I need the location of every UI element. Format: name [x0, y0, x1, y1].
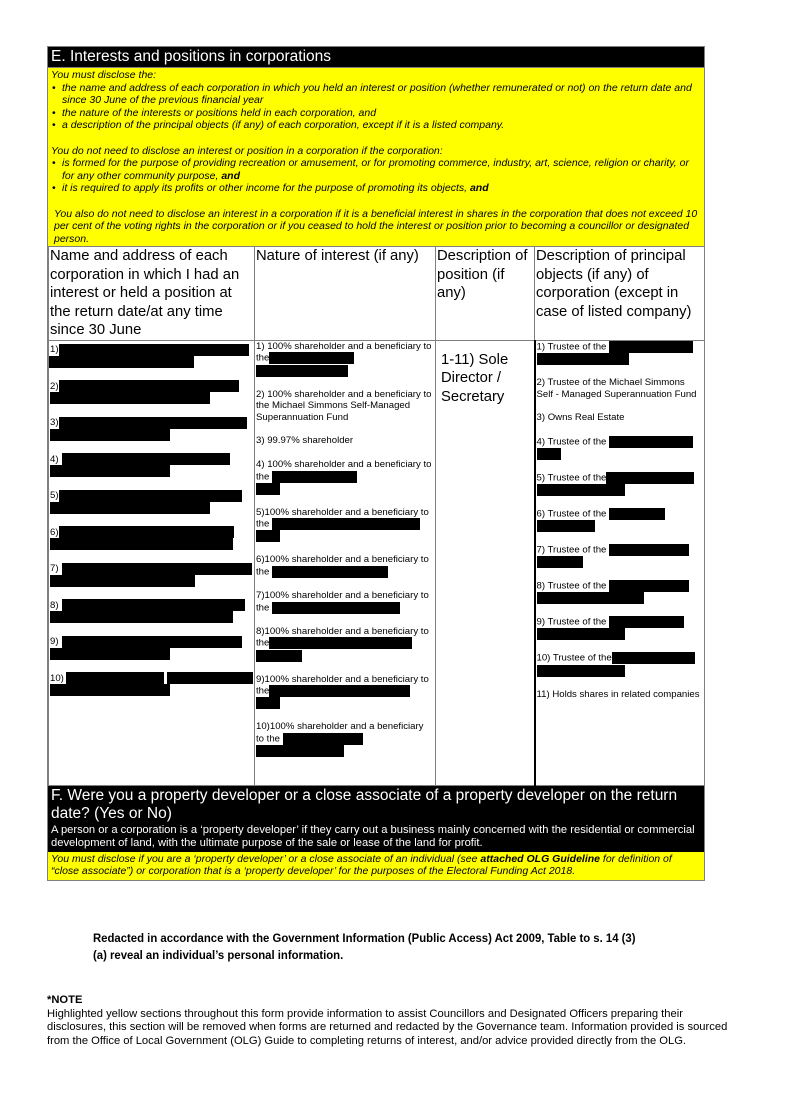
- redaction-bar: [256, 530, 280, 542]
- redaction-bar: [612, 652, 695, 664]
- redaction-bar: [537, 353, 629, 365]
- header-nature: Nature of interest (if any): [255, 247, 436, 341]
- list-item: 4) Trustee of the: [537, 436, 704, 460]
- redaction-bar: [537, 665, 625, 677]
- redaction-bar: [269, 637, 412, 649]
- list-item: 5) Trustee of the: [537, 472, 704, 496]
- list-item: 4) 100% shareholder and a beneficiary to the: [256, 459, 434, 495]
- cell-nature: [255, 340, 436, 785]
- table-row: [49, 340, 705, 785]
- interests-table: [48, 246, 705, 786]
- cell-objects: [535, 340, 705, 785]
- redaction-bar: [50, 392, 210, 404]
- also-no-need-text: You also do not need to disclose an interest in a corporation if it is a beneficial interest in shares in the corporation that does not exceed 10 per cent of the voting rights in the corporation or if you ceased to hold the interest or position prior to becoming a councillor or designated person.: [54, 207, 698, 245]
- section-f-question: F. Were you a property developer or a close associate of a property developer on the return date? (Yes or No): [51, 786, 678, 823]
- list-item: 7): [50, 563, 253, 600]
- list-item: 9): [50, 636, 253, 673]
- redaction-bar: [50, 684, 170, 696]
- redaction-bar: [537, 484, 625, 496]
- header-objects: Description of principal objects (if any) of corporation (except in case of listed company): [535, 247, 705, 341]
- must-disclose-list: [51, 82, 701, 132]
- must-disclose-item: • the nature of the interests or positions held in each corporation, and: [51, 107, 701, 120]
- redaction-bar: [609, 436, 693, 448]
- list-item: 1) Trustee of the: [537, 341, 704, 365]
- redaction-bar: [59, 526, 234, 538]
- redaction-bar: [606, 472, 694, 484]
- redaction-bar: [272, 602, 400, 614]
- redaction-bar: [256, 745, 344, 757]
- redaction-bar: [50, 648, 170, 660]
- section-f-header: [48, 786, 704, 852]
- must-disclose-intro: You must disclose the:: [51, 69, 157, 81]
- note-title: *NOTE: [47, 994, 83, 1006]
- cell-position: 1-11) Sole Director / Secretary: [436, 340, 535, 785]
- list-item: 3): [50, 417, 253, 454]
- no-need-item: • it is required to apply its profits or other income for the purpose of promoting its objects, and: [51, 182, 701, 195]
- redaction-bar: [256, 365, 348, 377]
- list-item: 4): [50, 453, 253, 490]
- redaction-bar: [269, 685, 410, 697]
- redaction-bar: [167, 672, 253, 684]
- redaction-bar: [59, 417, 247, 429]
- list-item: 10): [50, 672, 253, 709]
- list-item: 6)100% shareholder and a beneficiary to the: [256, 554, 429, 578]
- list-item: 8) Trustee of the: [537, 580, 704, 604]
- list-item: 9)100% shareholder and a beneficiary to the: [256, 674, 434, 710]
- redaction-bar: [272, 471, 357, 483]
- header-name-address: Name and address of each corporation in which I had an interest or held a position at the return date/at any time since 30 June: [49, 247, 255, 341]
- no-need-list: [51, 157, 701, 195]
- header-position: Description of position (if any): [436, 247, 535, 341]
- redaction-bar: [537, 520, 595, 532]
- note-text: Highlighted yellow sections throughout this form provide information to assist Councillors and Designated Officers preparing their disclosures, this section will be removed when forms are returned and redacted by the Governance team. Information provided is sourced from the Office of Local Government (OLG) Guide to completing returns of interest, and/or advice provided directly from the OLG.: [47, 1007, 728, 1047]
- redaction-bar: [256, 697, 280, 709]
- redaction-bar: [49, 356, 194, 368]
- list-item: 5): [50, 490, 253, 527]
- redaction-notice: Redacted in accordance with the Government Information (Public Access) Act 2009, Table to s. 14 (3) (a) reveal an individual’s personal information.: [93, 931, 636, 962]
- redaction-bar: [609, 544, 689, 556]
- redaction-bar: [62, 563, 252, 575]
- redaction-bar: [59, 380, 239, 392]
- list-item: 8)100% shareholder and a beneficiary to the: [256, 626, 434, 662]
- redaction-bar: [256, 483, 280, 495]
- list-item: 10)100% shareholder and a beneficiary to the: [256, 721, 434, 757]
- redaction-bar: [50, 465, 170, 477]
- redaction-bar: [537, 556, 583, 568]
- redaction-bar: [50, 575, 195, 587]
- list-item: 7)100% shareholder and a beneficiary to the: [256, 590, 429, 614]
- list-item: 9) Trustee of the: [537, 616, 704, 640]
- must-disclose-item: • the name and address of each corporation in which you held an interest or position (whether remunerated or not) on the return date and since 30 June of the previous financial year: [51, 82, 701, 107]
- list-item: 2): [50, 380, 253, 417]
- section-f-guidance: You must disclose if you are a ‘property developer’ or a close associate of an individual (see attached OLG Guideline for definition of “close associate”) or corporation that is a ‘property developer’ for the purposes of the Electoral Funding Act 2018.: [48, 852, 704, 881]
- list-item: 2) 100% shareholder and a beneficiary to the Michael Simmons Self-Managed Superannuation Fund: [256, 388, 432, 423]
- redaction-bar: [50, 611, 233, 623]
- section-e-guidance: [48, 67, 704, 246]
- no-need-item: • is formed for the purpose of providing recreation or amusement, or for promoting commerce, industry, art, science, religion or charity, or for any other community purpose, and: [51, 157, 701, 182]
- redaction-bar: [609, 616, 684, 628]
- list-item: 6) Trustee of the: [537, 508, 704, 532]
- redaction-bar: [50, 538, 233, 550]
- list-item: 7) Trustee of the: [537, 544, 704, 568]
- redaction-bar: [537, 628, 625, 640]
- list-item: 5)100% shareholder and a beneficiary to the: [256, 507, 434, 543]
- redaction-bar: [62, 636, 242, 648]
- cell-names: [49, 340, 255, 785]
- redaction-bar: [272, 566, 388, 578]
- olg-guideline-reference: attached OLG Guideline: [480, 852, 600, 865]
- redaction-bar: [50, 429, 170, 441]
- redaction-bar: [272, 518, 420, 530]
- redaction-bar: [537, 592, 644, 604]
- section-e-title: E. Interests and positions in corporations: [48, 47, 704, 67]
- redaction-bar: [62, 453, 230, 465]
- must-disclose-item: • a description of the principal objects (if any) of each corporation, except if it is a listed company.: [51, 119, 701, 132]
- redaction-bar: [609, 580, 689, 592]
- property-developer-definition: A person or a corporation is a ‘property developer’ if they carry out a business mainly concerned with the residential or commercial development of land, with the ultimate purpose of the sale or lease of the land for profit.: [51, 823, 695, 850]
- table-header-row: [49, 247, 705, 341]
- list-item: 3) 99.97% shareholder: [256, 435, 354, 447]
- list-item: 3) Owns Real Estate: [536, 412, 625, 424]
- list-item: 6): [50, 526, 253, 563]
- redaction-bar: [269, 352, 354, 364]
- list-item: 1): [50, 344, 253, 381]
- list-item: 8): [50, 599, 253, 636]
- footer-note: [47, 994, 737, 1048]
- redaction-bar: [256, 650, 302, 662]
- redaction-bar: [609, 341, 693, 353]
- list-item: 2) Trustee of the Michael Simmons Self - Managed Superannuation Fund: [536, 376, 697, 400]
- no-need-intro: You do not need to disclose an interest or position in a corporation if the corporation:: [51, 144, 443, 157]
- redaction-bar: [283, 733, 363, 745]
- redaction-bar: [62, 599, 245, 611]
- redaction-bar: [59, 344, 249, 356]
- disclosure-form: [47, 46, 705, 881]
- redaction-bar: [50, 502, 210, 514]
- redaction-bar: [537, 448, 561, 460]
- list-item: 10) Trustee of the: [537, 652, 704, 676]
- redaction-bar: [66, 672, 164, 684]
- redaction-bar: [609, 508, 665, 520]
- redaction-bar: [59, 490, 242, 502]
- list-item: 11) Holds shares in related companies: [536, 688, 700, 700]
- list-item: 1) 100% shareholder and a beneficiary to the: [256, 341, 434, 377]
